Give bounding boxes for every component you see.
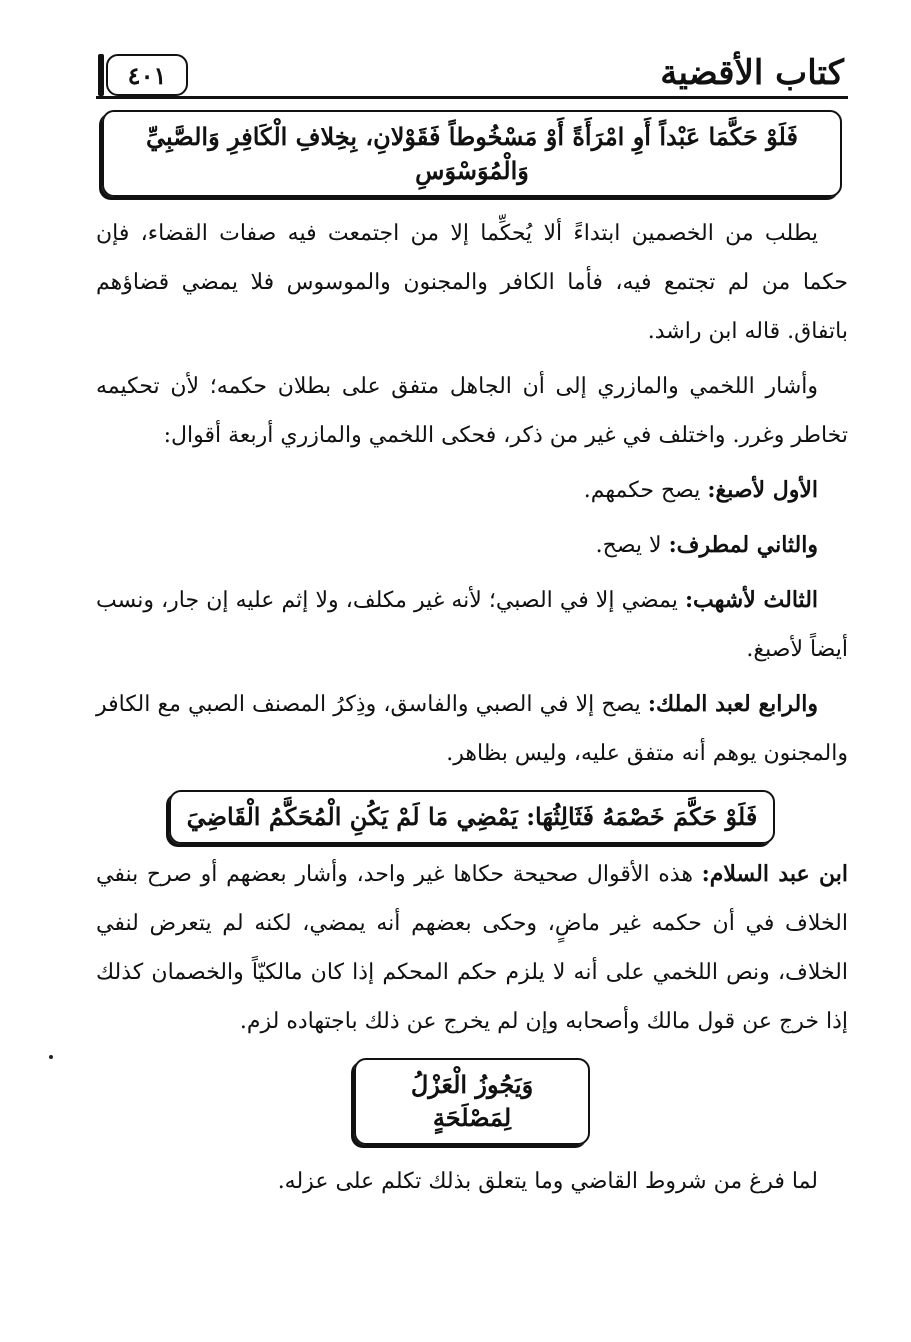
opinion-4 <box>96 680 848 778</box>
opinion-3 <box>96 576 848 674</box>
opinion-2 <box>96 521 848 570</box>
opinion-3-text: يمضي إلا في الصبي؛ لأنه غير مكلف، ولا إثم عليه إن جار، ونسب أيضاً لأصبغ. <box>96 588 848 663</box>
opinion-2-text: لا يصح. <box>595 533 669 559</box>
paragraph-2: وأشار اللخمي والمازري إلى أن الجاهل متفق على بطلان حكمه؛ لأن تحكيمه تخاطر وغرر. واختلف في غير من ذكر، فحكى اللخمي والمازري أربعة أقوال: <box>96 374 848 449</box>
opinion-4-text: يصح إلا في الصبي والفاسق، وذِكرُ المصنف الصبي مع الكافر والمجنون يوهم أنه متفق عليه، وليس بظاهر. <box>96 692 848 767</box>
paragraph-3-text: هذه الأقوال صحيحة حكاها غير واحد، وأشار بعضهم أو صرح بنفي الخلاف في أن حكمه غير ماضٍ، وحكى بعضهم أنه يمضي، لكنه لم يتعرض لنفي الخلاف، ونص اللخمي على أنه لا يلزم حكم المحكم إذا كان مالكيّاً والخصمان كذلك إذا خرج عن قول مالك وأصحابه وإن لم يخرج عن ذلك باجتهاده لزم. <box>96 861 848 1034</box>
opinion-1-lead: الأول لأصبغ: <box>707 477 818 504</box>
opinion-4-lead: والرابع لعبد الملك: <box>647 691 818 718</box>
matn-heading-3: وَيَجُوزُ الْعَزْلُ لِمَصْلَحَةٍ <box>354 1058 590 1145</box>
page-number: ٤٠١ <box>106 54 188 96</box>
stray-mark <box>49 1055 53 1059</box>
paragraph-4: لما فرغ من شروط القاضي وما يتعلق بذلك تكلم على عزله. <box>277 1168 818 1194</box>
header-rule <box>96 96 848 99</box>
opinion-2-lead: والثاني لمطرف: <box>668 532 818 559</box>
opinion-1 <box>96 466 848 515</box>
document-page <box>96 40 848 1300</box>
paragraph-3 <box>96 850 848 1046</box>
matn-heading-1: فَلَوْ حَكَّمَا عَبْداً أَوِ امْرَأَةً أَوْ مَسْخُوطاً فَقَوْلانِ، بِخِلافِ الْكَافِرِ وَالصَّبِيِّ وَالْمُوَسْوَسِ <box>102 110 842 197</box>
matn-heading-2: فَلَوْ حَكَّمَ خَصْمَهُ فَثَالِثُهَا: يَمْضِي مَا لَمْ يَكُنِ الْمُحَكَّمُ الْقَاضِيَ <box>169 790 775 844</box>
paragraph-1: يطلب من الخصمين ابتداءً ألا يُحكِّما إلا من اجتمعت فيه صفات القضاء، فإن حكما من لم تجتمع فيه، فأما الكافر والمجنون والموسوس فلا يمضي قضاؤهم باتفاق. قاله ابن راشد. <box>96 221 848 345</box>
opinion-1-text: يصح حكمهم. <box>583 478 708 504</box>
running-title: كتاب الأقضية <box>660 53 844 93</box>
page-header <box>96 40 848 110</box>
paragraph-3-lead: ابن عبد السلام: <box>701 860 848 887</box>
opinion-3-lead: الثالث لأشهب: <box>684 587 819 614</box>
